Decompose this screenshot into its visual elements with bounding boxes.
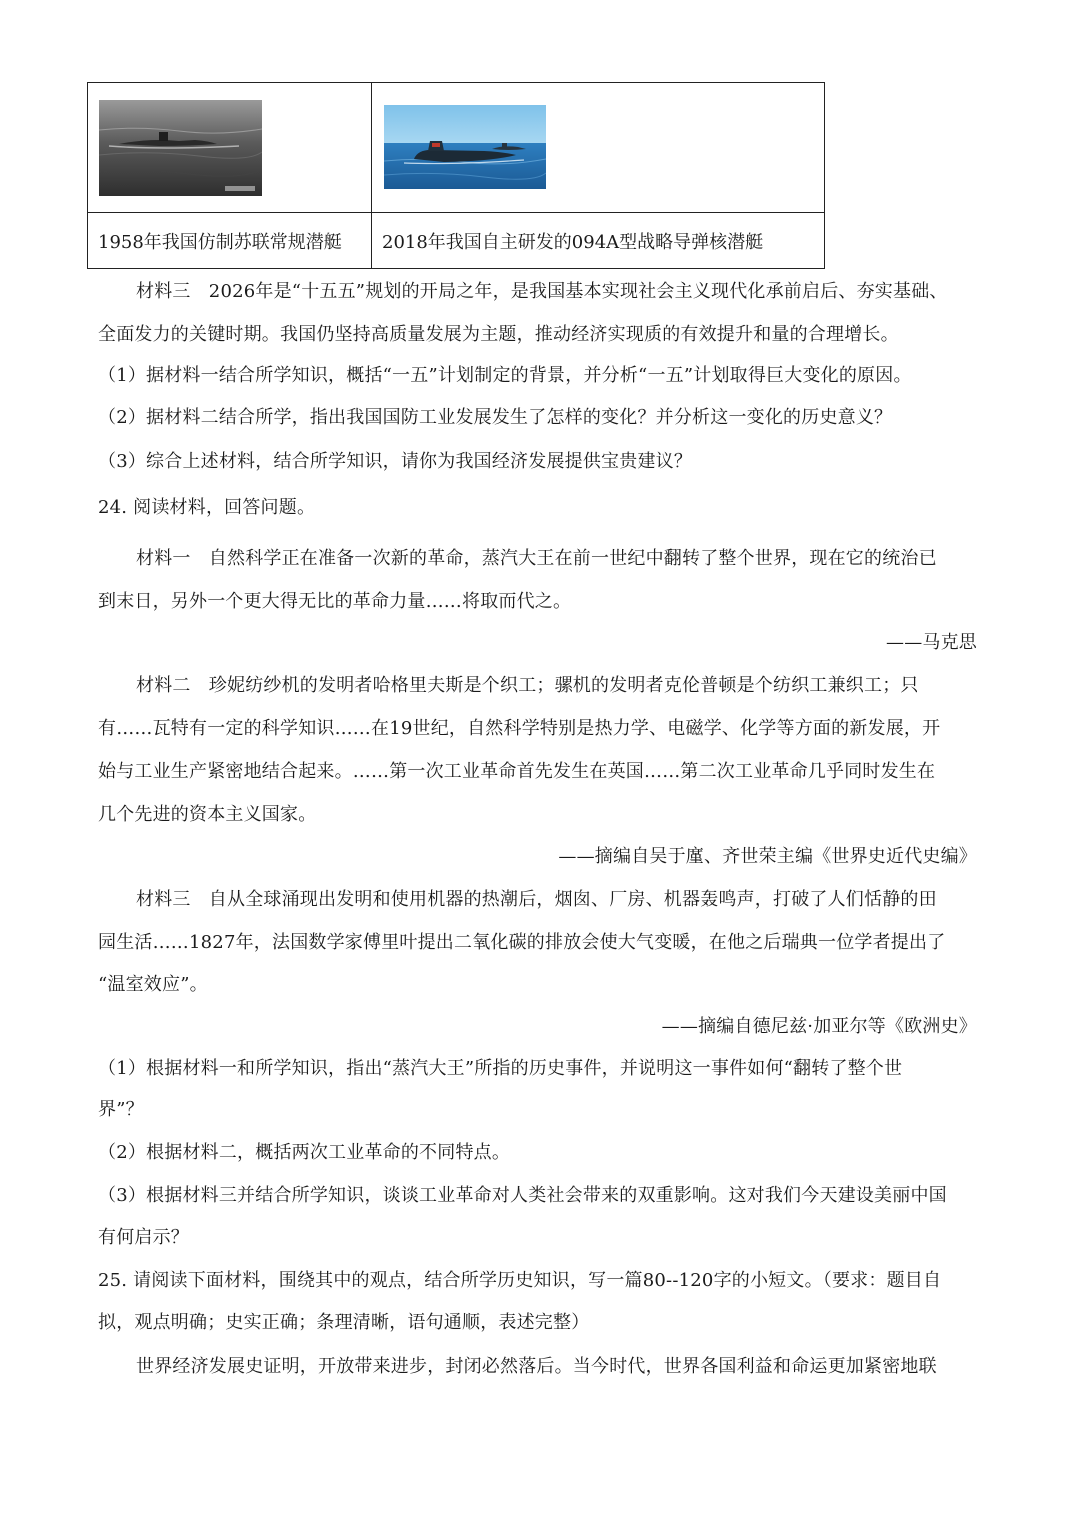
- question-23-3: （3）综合上述材料，结合所学知识，请你为我国经济发展提供宝贵建议？: [98, 451, 693, 472]
- question-24-1-line-1: （1）根据材料一和所学知识，指出“蒸汽大王”所指的历史事件，并说明这一事件如何“翻转了整个世: [98, 1058, 903, 1079]
- q24-material-3-line-2: 园生活……1827年，法国数学家傅里叶提出二氧化碳的排放会使大气变暖，在他之后瑞典一位学者提出了: [98, 932, 946, 953]
- q24-material-2-line-1: 材料二 珍妮纺纱机的发明者哈格里夫斯是个织工；骡机的发明者克伦普顿是个纺织工兼织工；只: [136, 675, 919, 696]
- q24-material-1-line-1: 材料一 自然科学正在准备一次新的革命，蒸汽大王在前一世纪中翻转了整个世界，现在它的统治已: [136, 548, 937, 569]
- question-24-3-line-1: （3）根据材料三并结合所学知识，谈谈工业革命对人类社会带来的双重影响。这对我们今天建设美丽中国: [98, 1185, 947, 1206]
- q24-material-2-line-3: 始与工业生产紧密地结合起来。……第一次工业革命首先发生在英国……第二次工业革命几乎同时发生在: [98, 761, 936, 782]
- caption-2018: 2018年我国自主研发的094A型战略导弹核潜艇: [372, 213, 825, 269]
- q24-material-3-line-1: 材料三 自从全球涌现出发明和使用机器的热潮后，烟囱、厂房、机器轰鸣声，打破了人们恬静的田: [136, 889, 937, 910]
- q24-material-1-line-2: 到末日，另外一个更大得无比的革命力量……将取而代之。: [98, 591, 572, 612]
- source-marx: ——马克思: [886, 632, 977, 653]
- question-25-line-2: 拟，观点明确；史实正确；条理清晰，语句通顺，表述完整）: [98, 1312, 590, 1333]
- question-23-1: （1）据材料一结合所学知识，概括“一五”计划制定的背景，并分析“一五”计划取得巨大变化的原因。: [98, 365, 912, 386]
- source-european-history: ——摘编自德尼兹·加亚尔等《欧洲史》: [661, 1016, 977, 1037]
- q24-material-2-line-4: 几个先进的资本主义国家。: [98, 804, 317, 825]
- material-3-line-1: 材料三 2026年是“十五五”规划的开局之年，是我国基本实现社会主义现代化承前启后、夯实基础、: [136, 281, 948, 302]
- image-row: [88, 83, 825, 213]
- question-24-3-line-2: 有何启示？: [98, 1227, 189, 1248]
- source-world-history: ——摘编自吴于廑、齐世荣主编《世界史近代史编》: [558, 846, 977, 867]
- submarine-comparison-table: [87, 82, 825, 269]
- material-3-line-2: 全面发力的关键时期。我国仍坚持高质量发展为主题，推动经济实现质的有效提升和量的合理增长。: [98, 324, 899, 345]
- question-24-2: （2）根据材料二，概括两次工业革命的不同特点。: [98, 1142, 511, 1163]
- table-cell-image-1958: [88, 83, 372, 213]
- caption-1958: 1958年我国仿制苏联常规潜艇: [88, 213, 372, 269]
- q24-material-2-line-2: 有……瓦特有一定的科学知识……在19世纪，自然科学特别是热力学、电磁学、化学等方面的新发展，开: [98, 718, 941, 739]
- table-cell-image-2018: [372, 83, 825, 213]
- question-25-material-line-1: 世界经济发展史证明，开放带来进步，封闭必然落后。当今时代，世界各国利益和命运更加紧密地联: [136, 1356, 937, 1377]
- question-25-line-1: 25. 请阅读下面材料，围绕其中的观点，结合所学历史知识，写一篇80--120字的小短文。（要求：题目自: [98, 1270, 942, 1291]
- question-24-title: 24. 阅读材料，回答问题。: [98, 497, 316, 518]
- question-24-1-line-2: 界”？: [98, 1099, 144, 1120]
- black-and-white-submarine-photo: [99, 100, 262, 196]
- question-23-2: （2）据材料二结合所学，指出我国国防工业发展发生了怎样的变化？并分析这一变化的历史意义？: [98, 407, 893, 428]
- nuclear-submarine-color-photo: [384, 105, 546, 189]
- q24-material-3-line-3: “温室效应”。: [98, 974, 208, 995]
- caption-row: [88, 213, 825, 269]
